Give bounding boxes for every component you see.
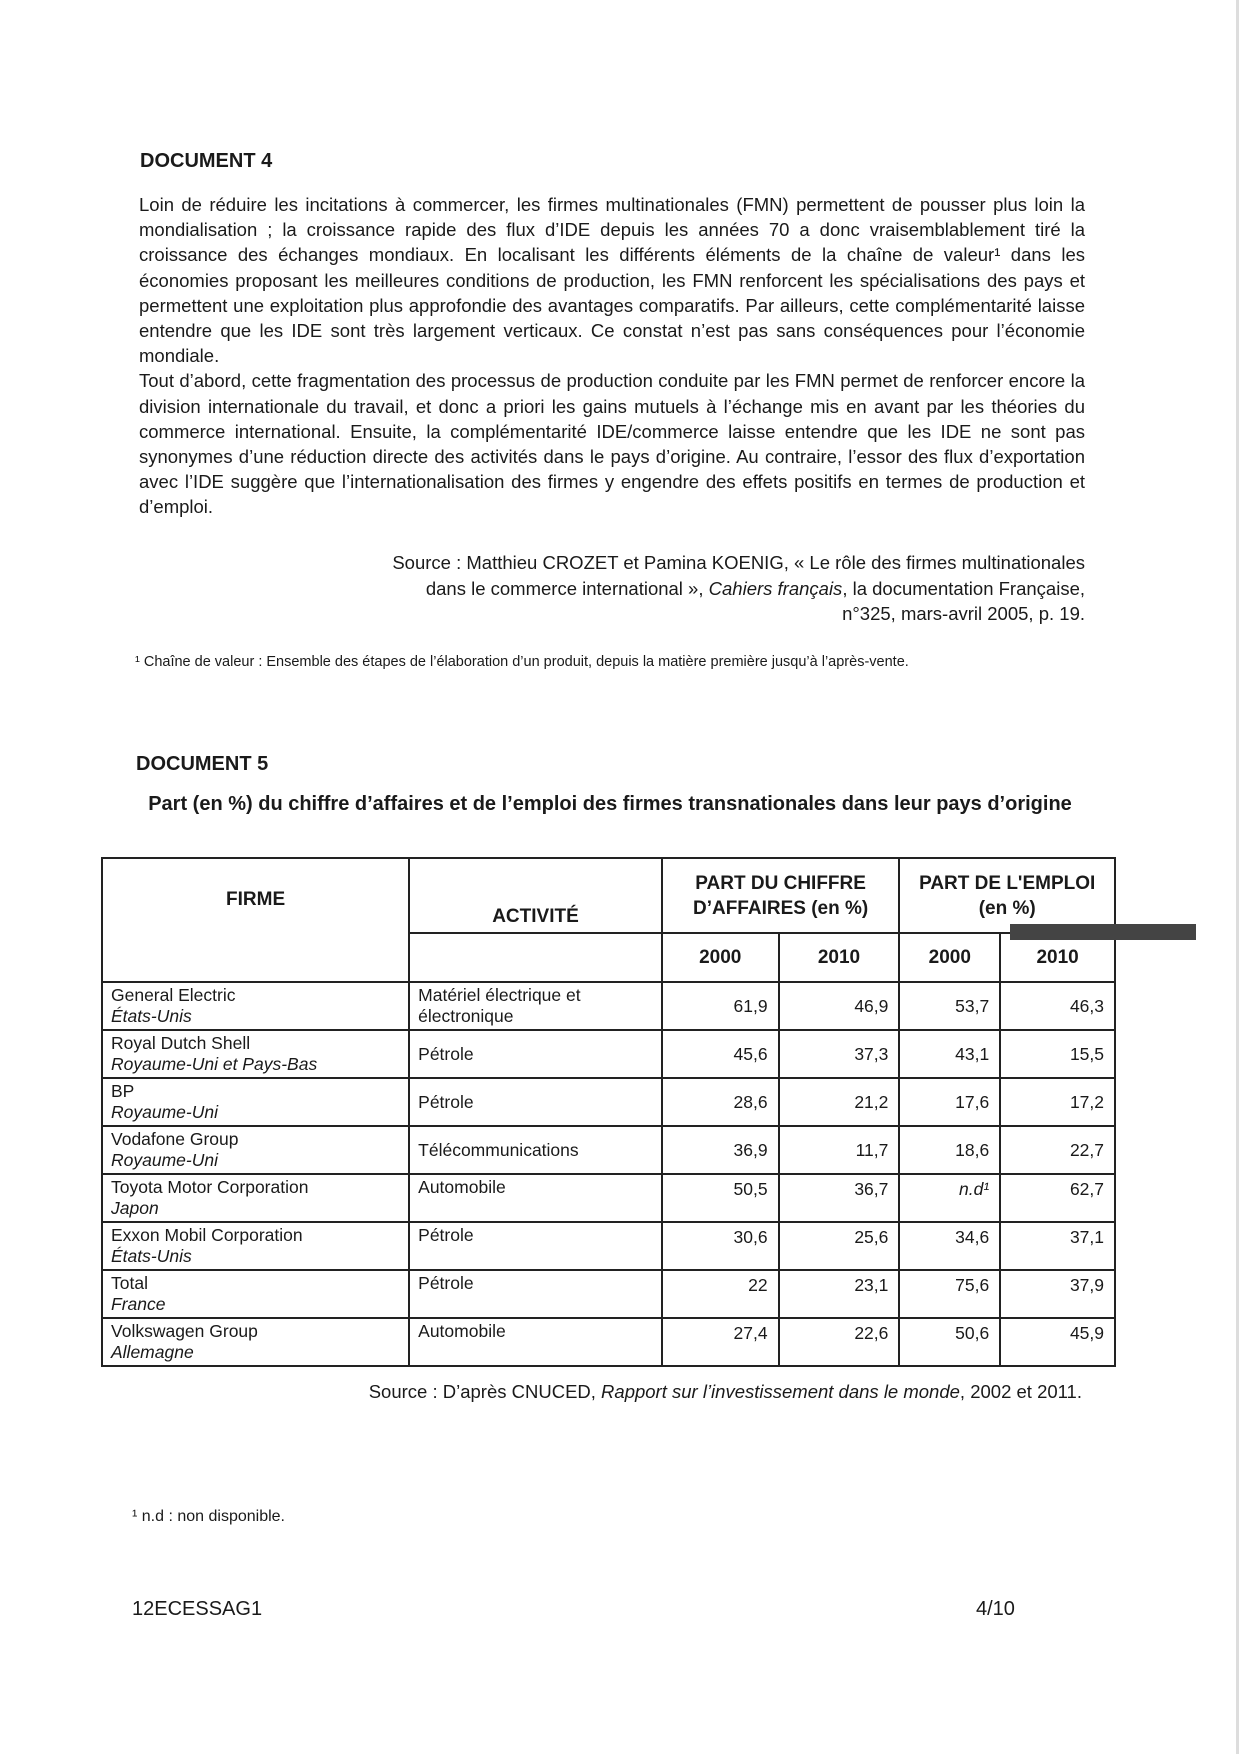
value-cell: 75,6 [899, 1270, 1000, 1318]
header-activite: ACTIVITÉ [409, 858, 662, 933]
table-row [102, 1318, 1115, 1366]
value-cell: 15,5 [1000, 1030, 1115, 1078]
firm-name: General Electric [111, 985, 236, 1005]
header-year: 2000 [899, 933, 1000, 982]
firm-name: Toyota Motor Corporation [111, 1177, 309, 1197]
header-firme: FIRME [102, 858, 409, 982]
source-text: , la documentation Française, n°325, mars-avril 2005, p. 19. [842, 577, 1085, 624]
table-row [102, 1270, 1115, 1318]
page-number: 4/10 [976, 1598, 1015, 1620]
value-cell: 45,9 [1000, 1318, 1115, 1366]
activity-cell: Matériel électrique et électronique [409, 982, 662, 1030]
table-row [102, 1174, 1115, 1222]
value-cell: 21,2 [779, 1078, 900, 1126]
firm-name: Exxon Mobil Corporation [111, 1225, 303, 1245]
value-cell: 62,7 [1000, 1174, 1115, 1222]
firm-cell [102, 1030, 409, 1078]
value-cell: 50,6 [899, 1318, 1000, 1366]
firm-name: Vodafone Group [111, 1129, 239, 1149]
activity-cell: Pétrole [409, 1078, 662, 1126]
source-journal: Cahiers français [708, 577, 843, 599]
document-4-text [139, 192, 1085, 520]
header-year: 2000 [662, 933, 779, 982]
value-cell: 11,7 [779, 1126, 900, 1174]
firm-cell [102, 1318, 409, 1366]
source-title: Rapport sur l’investissement dans le monde [601, 1381, 960, 1402]
document-4-footnote: ¹ Chaîne de valeur : Ensemble des étapes de l’élaboration d’un produit, depuis la matière première jusqu’à l’après-vente. [135, 654, 909, 670]
table-row [102, 1030, 1115, 1078]
value-cell: 36,7 [779, 1174, 900, 1222]
empty-cell [409, 933, 662, 982]
value-cell: 22,7 [1000, 1126, 1115, 1174]
value-cell: 30,6 [662, 1222, 779, 1270]
activity-cell: Automobile [409, 1318, 662, 1366]
header-year: 2010 [1000, 933, 1115, 982]
firm-cell [102, 1126, 409, 1174]
value-cell: 17,2 [1000, 1078, 1115, 1126]
activity-cell: Pétrole [409, 1222, 662, 1270]
paragraph: Loin de réduire les incitations à commercer, les firmes multinationales (FMN) permettent de pousser plus loin la mondialisation ; la croissance rapide des flux d’IDE depuis les années 70 a donc vraisemblablement tiré la croissance des échanges mondiaux. En localisant les différents éléments de la chaîne de valeur¹ dans les économies proposant les meilleures conditions de production, les FMN renforcent les spécialisations des pays et permettent une exploitation plus approfondie des avantages comparatifs. Par ailleurs, cette complémentarité laisse entendre que les IDE sont très largement verticaux. Ce constat n’est pas sans conséquences pour l’économie mondiale. [139, 194, 1085, 367]
firm-country: Royaume-Uni [111, 1150, 218, 1170]
activity-cell: Automobile [409, 1174, 662, 1222]
value-cell: 27,4 [662, 1318, 779, 1366]
firm-country: Royaume-Uni [111, 1102, 218, 1122]
firm-country: États-Unis [111, 1006, 192, 1026]
document-4-source [385, 550, 1085, 627]
value-cell: 50,5 [662, 1174, 779, 1222]
firm-country: États-Unis [111, 1246, 192, 1266]
document-5-footnote: ¹ n.d : non disponible. [132, 1508, 285, 1525]
header-year: 2010 [779, 933, 900, 982]
value-cell: 61,9 [662, 982, 779, 1030]
header-emploi: PART DE L'EMPLOI (en %) [899, 858, 1115, 933]
data-table [101, 857, 1116, 1367]
value-cell: 37,9 [1000, 1270, 1115, 1318]
table-row [102, 1078, 1115, 1126]
firm-name: Royal Dutch Shell [111, 1033, 251, 1053]
value-cell: 22 [662, 1270, 779, 1318]
exam-code: 12ECESSAG1 [132, 1598, 263, 1620]
value-cell: 43,1 [899, 1030, 1000, 1078]
value-cell: 22,6 [779, 1318, 900, 1366]
value-cell: 17,6 [899, 1078, 1000, 1126]
value-cell: 53,7 [899, 982, 1000, 1030]
firm-country: Royaume-Uni et Pays-Bas [111, 1054, 318, 1074]
value-cell: 37,1 [1000, 1222, 1115, 1270]
value-cell: 36,9 [662, 1126, 779, 1174]
value-cell: 46,3 [1000, 982, 1115, 1030]
value-cell: 28,6 [662, 1078, 779, 1126]
paragraph: Tout d’abord, cette fragmentation des processus de production conduite par les FMN permet de renforcer encore la division internationale du travail, et donc a priori les gains mutuels à l’échange mis en avant par les théories du commerce international. Ensuite, la complémentarité IDE/commerce laisse entendre que les IDE ne sont pas synonymes d’une réduction directe des activités dans le pays d’origine. Au contraire, l’essor des flux d’exportation avec l’IDE suggère que l’internationalisation des firmes y engendre des effets positifs en termes de production et d’emploi. [139, 370, 1085, 518]
firm-name: BP [111, 1081, 135, 1101]
value-cell: 34,6 [899, 1222, 1000, 1270]
value-cell: 23,1 [779, 1270, 900, 1318]
value-cell: 46,9 [779, 982, 900, 1030]
table-row [102, 982, 1115, 1030]
value-cell: 25,6 [779, 1222, 900, 1270]
firm-name: Total [111, 1273, 148, 1293]
table-row [102, 1126, 1115, 1174]
firm-cell [102, 982, 409, 1030]
document-5-heading: DOCUMENT 5 [136, 753, 269, 775]
scan-artifact [1010, 924, 1196, 940]
firm-country: Allemagne [111, 1342, 194, 1362]
header-chiffre-affaires: PART DU CHIFFRE D’AFFAIRES (en %) [662, 858, 900, 933]
activity-cell: Pétrole [409, 1270, 662, 1318]
value-cell: 45,6 [662, 1030, 779, 1078]
value-cell: 37,3 [779, 1030, 900, 1078]
document-5-source [369, 1381, 1082, 1403]
source-text: Source : D’après CNUCED, [368, 1381, 602, 1402]
activity-cell: Pétrole [409, 1030, 662, 1078]
firm-name: Volkswagen Group [111, 1321, 258, 1341]
value-cell: 18,6 [899, 1126, 1000, 1174]
scan-edge [1236, 0, 1239, 1754]
firm-cell [102, 1078, 409, 1126]
firm-cell [102, 1270, 409, 1318]
table-title: Part (en %) du chiffre d’affaires et de l’emploi des firmes transnationales dans leur pays d’origine [148, 793, 1072, 815]
firm-country: Japon [111, 1198, 159, 1218]
source-text: , 2002 et 2011. [959, 1381, 1082, 1402]
table-row [102, 1222, 1115, 1270]
firm-cell [102, 1222, 409, 1270]
value-cell: n.d¹ [899, 1174, 1000, 1222]
document-4-heading: DOCUMENT 4 [140, 150, 273, 172]
source-text: Source : Matthieu CROZET et Pamina KOENIG, « Le rôle des firmes multinationales dans le commerce international », [392, 552, 1085, 599]
firm-cell [102, 1174, 409, 1222]
firm-country: France [111, 1294, 166, 1314]
activity-cell: Télécommunications [409, 1126, 662, 1174]
